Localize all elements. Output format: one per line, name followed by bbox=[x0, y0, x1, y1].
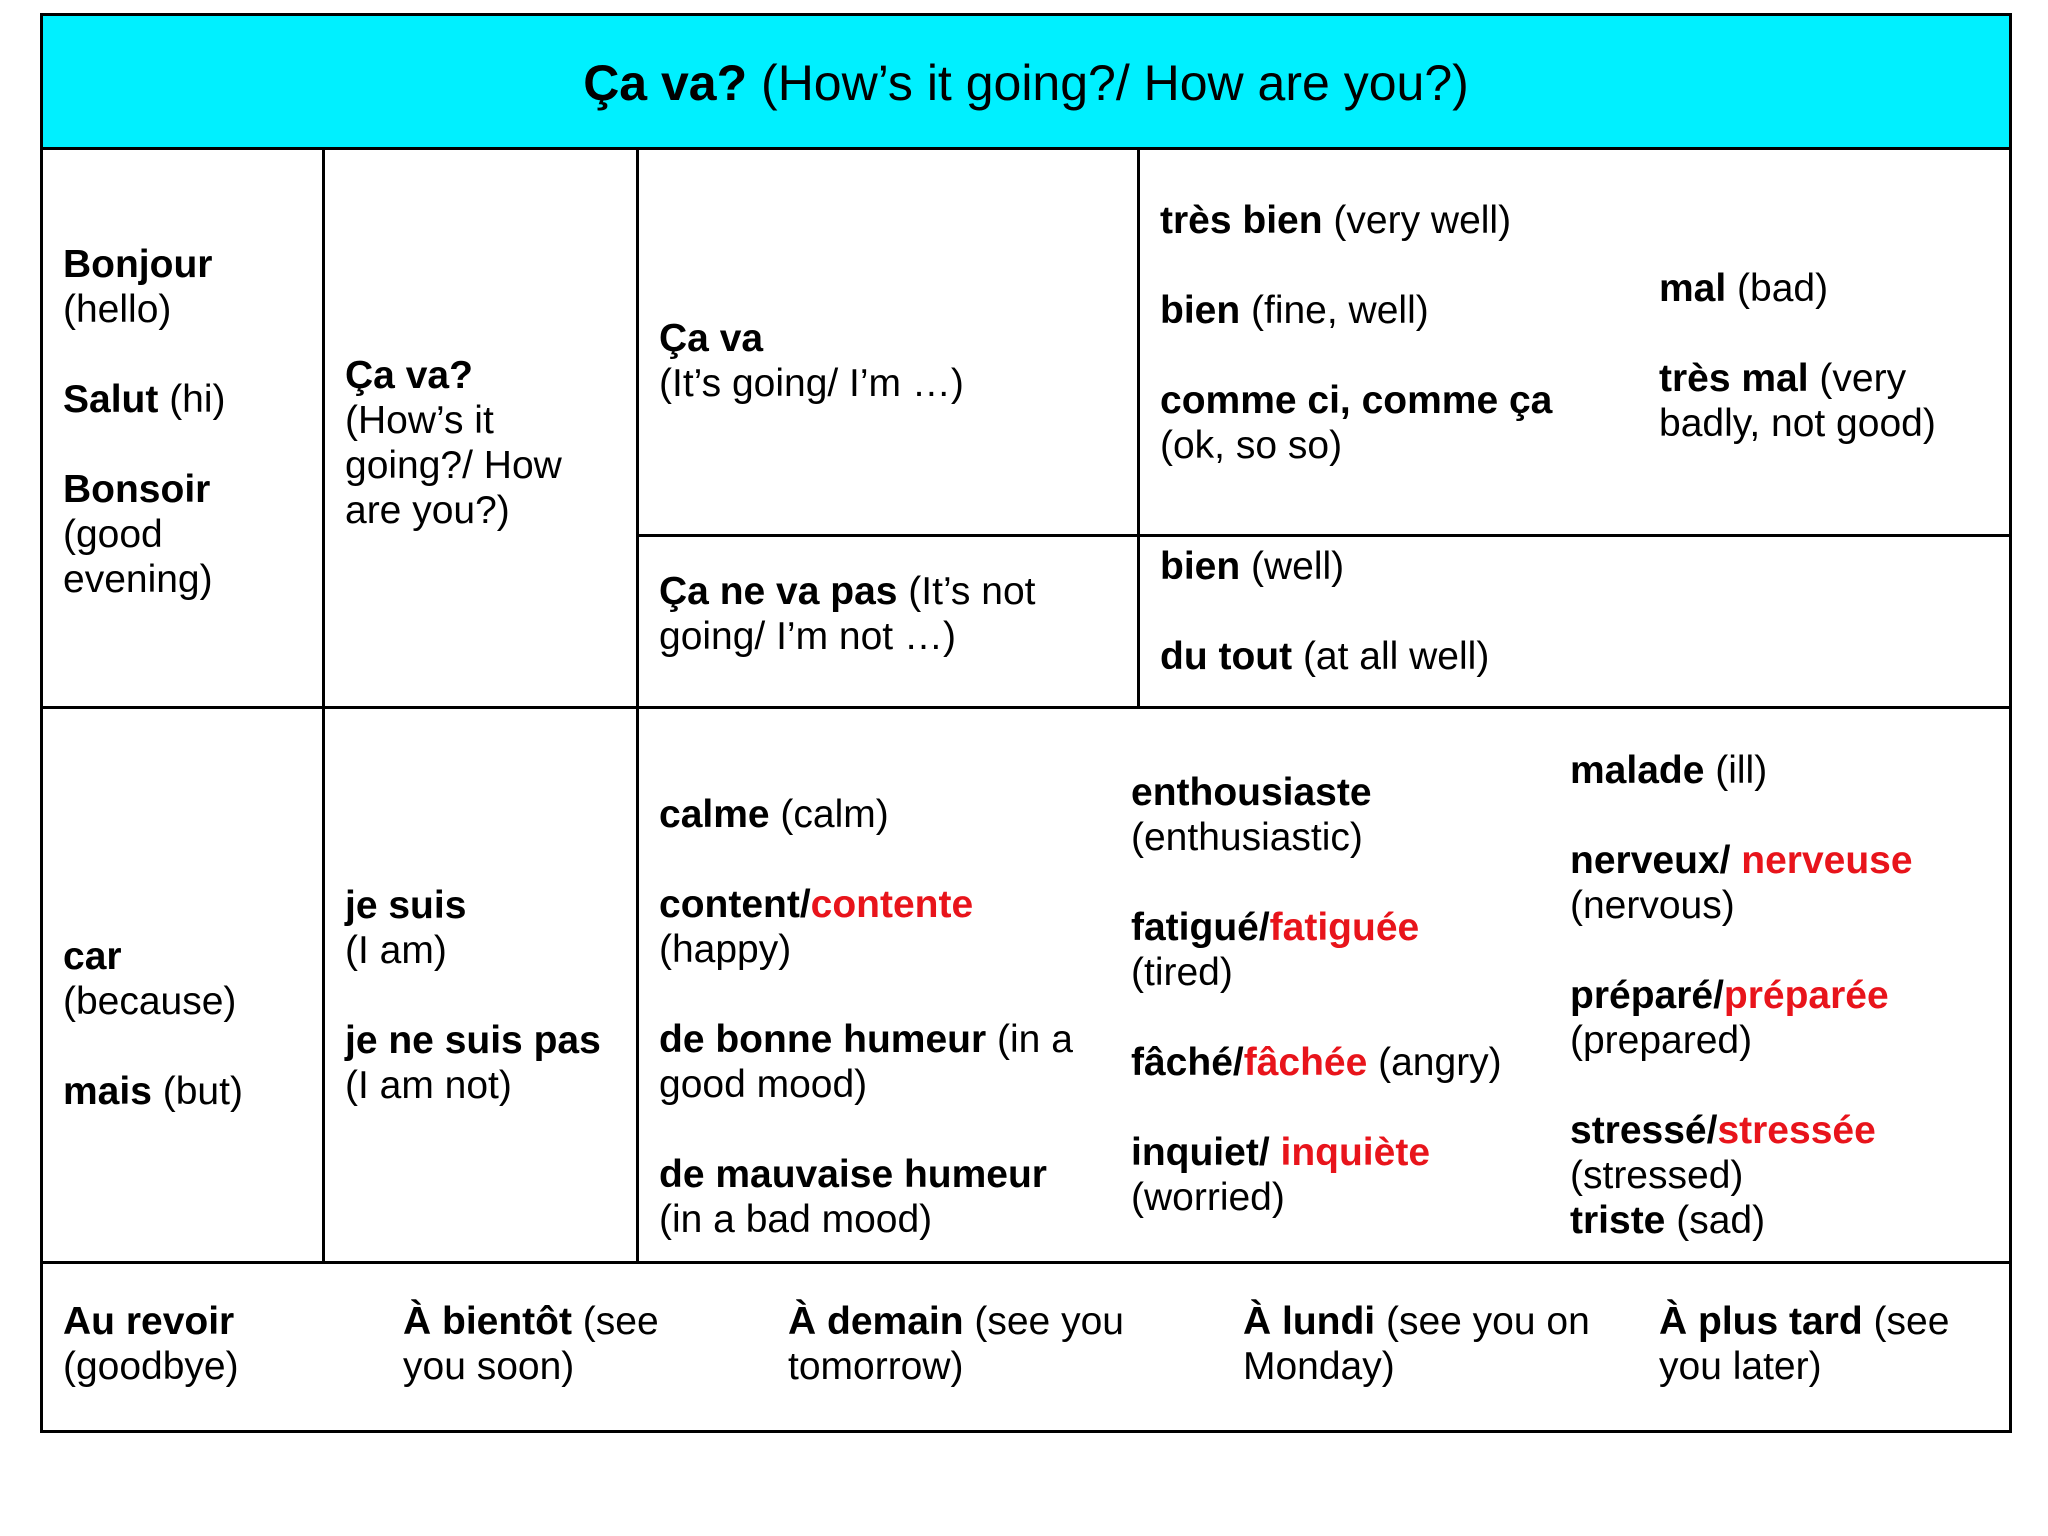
phrase-table bbox=[40, 13, 2012, 1433]
verbs-cell bbox=[345, 883, 625, 1108]
question-cell bbox=[345, 353, 615, 533]
adverb-comme-ci-en: (ok, so so) bbox=[1160, 424, 1343, 467]
farewell-a-lundi-fr: À lundi bbox=[1243, 1300, 1376, 1343]
adj-mauvaise-humeur-en: (in a bad mood) bbox=[659, 1198, 933, 1241]
title-bold: Ça va? bbox=[583, 55, 748, 111]
adj-triste: triste bbox=[1570, 1199, 1666, 1242]
farewell-a-bientot-fr: À bientôt bbox=[403, 1300, 572, 1343]
completion-du-tout-en: (at all well) bbox=[1292, 635, 1490, 678]
adverb-bien-en: (fine, well) bbox=[1240, 289, 1429, 332]
adj-inquiet-en: (worried) bbox=[1131, 1176, 1285, 1219]
title-plain: (How’s it going?/ How are you?) bbox=[747, 55, 1469, 111]
adj-fache-f: fâchée bbox=[1243, 1041, 1368, 1084]
adj-calme: calme bbox=[659, 793, 770, 836]
greeting-bonsoir-en: (good evening) bbox=[63, 513, 213, 601]
negative-completion bbox=[1160, 544, 1980, 679]
adjectives-col1 bbox=[659, 792, 1129, 1242]
adj-calme-en: (calm) bbox=[769, 793, 889, 836]
adjectives-col2 bbox=[1131, 770, 1581, 1220]
adj-stresse-f: stressée bbox=[1717, 1109, 1876, 1152]
adj-nerveux-m: nerveux/ bbox=[1570, 839, 1742, 882]
adj-prepare-m: préparé/ bbox=[1570, 974, 1724, 1017]
farewell-a-lundi-en: (see you on Monday) bbox=[1243, 1300, 1590, 1388]
adverb-bien: bien bbox=[1160, 289, 1241, 332]
table-title bbox=[43, 16, 2009, 150]
farewell-a-demain bbox=[788, 1299, 1168, 1389]
completion-du-tout: du tout bbox=[1160, 635, 1293, 678]
farewell-a-demain-fr: À demain bbox=[788, 1300, 964, 1343]
adj-mauvaise-humeur: de mauvaise humeur bbox=[659, 1153, 1047, 1196]
adj-prepare-en: (prepared) bbox=[1570, 1019, 1753, 1062]
negative-adverbs bbox=[1659, 266, 1994, 446]
verb-je-suis-en: (I am) bbox=[345, 929, 447, 972]
adverb-tres-bien-en: (very well) bbox=[1322, 199, 1512, 242]
adj-content-en: (happy) bbox=[659, 928, 792, 971]
adj-content-m: content/ bbox=[659, 883, 811, 926]
adj-content-f: contente bbox=[810, 883, 974, 926]
farewell-a-bientot-en: (see you soon) bbox=[403, 1300, 659, 1388]
divider-row2 bbox=[43, 1261, 2009, 1264]
adj-nerveux-f: nerveuse bbox=[1741, 839, 1913, 882]
farewell-a-bientot bbox=[403, 1299, 703, 1389]
adverb-tres-bien: très bien bbox=[1160, 199, 1323, 242]
completion-bien: bien bbox=[1160, 545, 1241, 588]
question-bold: Ça va? bbox=[345, 354, 473, 397]
answer-positive bbox=[659, 316, 1119, 406]
adverb-tres-mal-en: (very badly, not good) bbox=[1659, 357, 1936, 445]
adj-enthousiaste: enthousiaste bbox=[1131, 771, 1372, 814]
greeting-salut: Salut bbox=[63, 378, 159, 421]
greeting-bonjour-en: (hello) bbox=[63, 288, 172, 331]
adverb-mal: mal bbox=[1659, 267, 1727, 310]
adj-bonne-humeur: de bonne humeur bbox=[659, 1018, 987, 1061]
completion-bien-en: (well) bbox=[1240, 545, 1345, 588]
adj-fatigue-en: (tired) bbox=[1131, 951, 1233, 994]
divider-row1 bbox=[43, 706, 2009, 709]
answer-positive-plain: (It’s going/ I’m …) bbox=[659, 362, 964, 405]
divider-title bbox=[43, 147, 2009, 150]
farewell-a-lundi bbox=[1243, 1299, 1643, 1389]
adverb-comme-ci: comme ci, comme ça bbox=[1160, 379, 1553, 422]
farewell-a-demain-en: (see you tomorrow) bbox=[788, 1300, 1124, 1388]
adj-prepare-f: préparée bbox=[1723, 974, 1889, 1017]
answer-negative-bold: Ça ne va pas bbox=[659, 570, 898, 613]
adj-fache-m: fâché/ bbox=[1131, 1041, 1244, 1084]
adj-malade-en: (ill) bbox=[1704, 749, 1768, 792]
adj-stresse-en: (stressed) bbox=[1570, 1154, 1744, 1197]
farewell-a-plus-tard bbox=[1659, 1299, 1999, 1389]
farewell-au-revoir-en: (goodbye) bbox=[63, 1345, 239, 1388]
adj-inquiet-f: inquiète bbox=[1280, 1131, 1431, 1174]
adj-fatigue-f: fatiguée bbox=[1269, 906, 1420, 949]
greeting-bonsoir: Bonsoir bbox=[63, 468, 211, 511]
adj-bonne-humeur-en: (in a good mood) bbox=[659, 1018, 1073, 1106]
adj-nerveux-en: (nervous) bbox=[1570, 884, 1735, 927]
greeting-bonjour: Bonjour bbox=[63, 243, 213, 286]
adj-malade: malade bbox=[1570, 749, 1705, 792]
connector-car-en: (because) bbox=[63, 980, 237, 1023]
connector-car: car bbox=[63, 935, 122, 978]
adjectives-col3 bbox=[1570, 748, 2010, 1243]
farewell-au-revoir bbox=[63, 1299, 363, 1389]
greetings-cell bbox=[63, 242, 313, 602]
greeting-salut-en: (hi) bbox=[158, 378, 226, 421]
adverb-tres-mal: très mal bbox=[1659, 357, 1809, 400]
divider-col3 bbox=[1137, 147, 1140, 709]
answer-negative-plain: (It’s not going/ I’m not …) bbox=[659, 570, 1036, 658]
connector-mais-en: (but) bbox=[151, 1070, 243, 1113]
adj-inquiet-m: inquiet/ bbox=[1131, 1131, 1281, 1174]
farewell-a-plus-tard-en: (see you later) bbox=[1659, 1300, 1950, 1388]
adj-triste-en: (sad) bbox=[1665, 1199, 1766, 1242]
question-plain: (How’s it going?/ How are you?) bbox=[345, 399, 562, 532]
divider-answers bbox=[639, 534, 2012, 537]
farewell-a-plus-tard-fr: À plus tard bbox=[1659, 1300, 1863, 1343]
adj-stresse-m: stressé/ bbox=[1570, 1109, 1718, 1152]
adj-fatigue-m: fatigué/ bbox=[1131, 906, 1270, 949]
connector-mais: mais bbox=[63, 1070, 152, 1113]
answer-negative bbox=[659, 569, 1129, 659]
verb-je-ne-suis-pas: je ne suis pas bbox=[345, 1019, 601, 1062]
connectors-cell bbox=[63, 934, 313, 1114]
farewell-au-revoir-fr: Au revoir bbox=[63, 1300, 235, 1343]
verb-je-suis: je suis bbox=[345, 884, 467, 927]
adj-enthousiaste-en: (enthusiastic) bbox=[1131, 816, 1363, 859]
adj-fache-en: (angry) bbox=[1367, 1041, 1502, 1084]
verb-je-ne-suis-pas-en: (I am not) bbox=[345, 1064, 512, 1107]
adverb-mal-en: (bad) bbox=[1726, 267, 1829, 310]
divider-col1 bbox=[322, 147, 325, 1262]
positive-adverbs bbox=[1160, 198, 1610, 468]
divider-col2 bbox=[636, 147, 639, 1262]
answer-positive-bold: Ça va bbox=[659, 317, 764, 360]
